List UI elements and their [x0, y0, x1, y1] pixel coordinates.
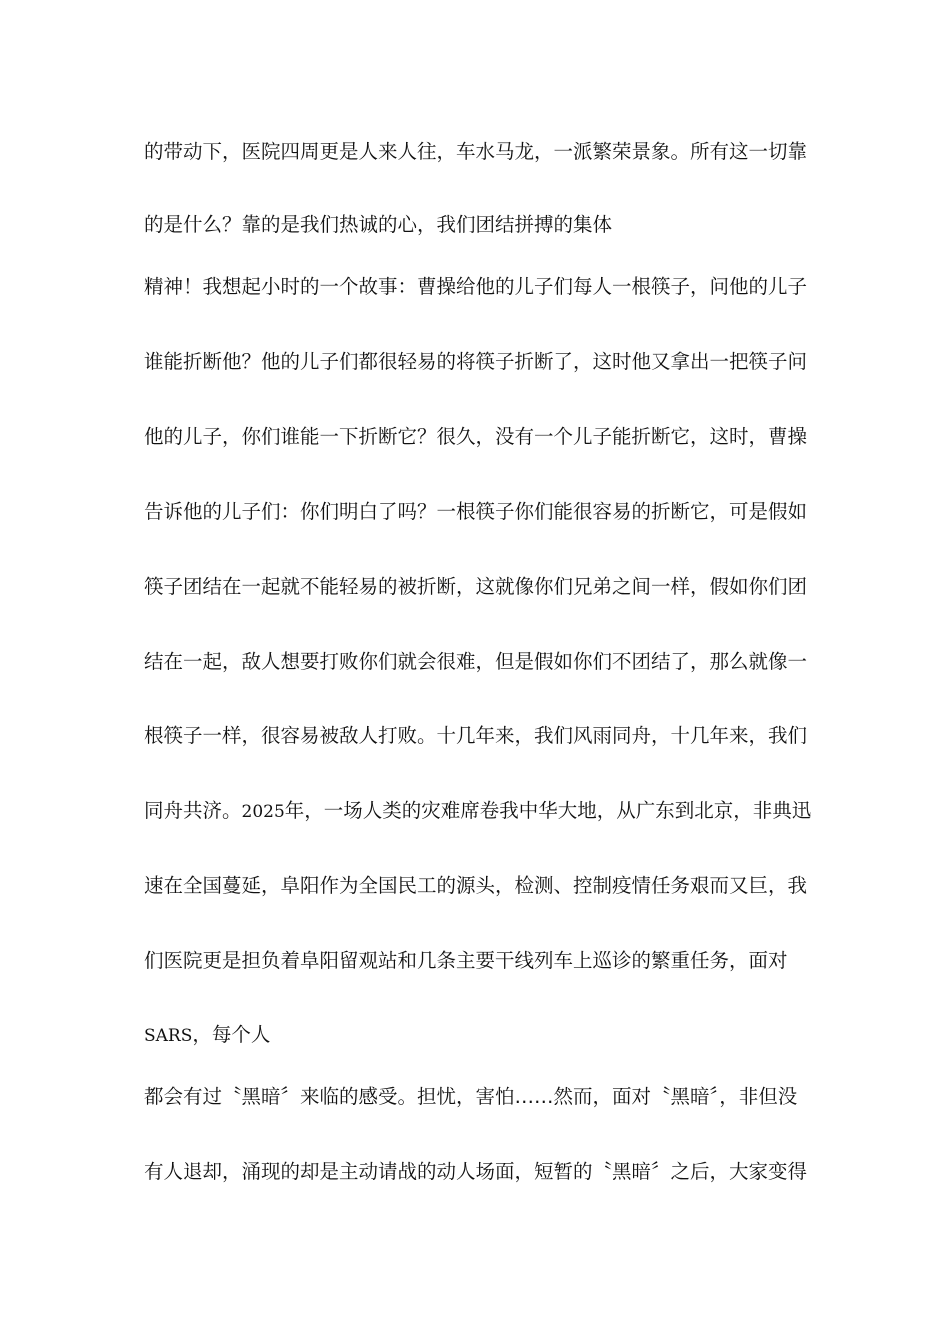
year-number: 2025 — [241, 802, 285, 822]
text-line-10 — [144, 799, 812, 824]
text-line-10-prefix: 同舟共济。 — [144, 799, 242, 822]
text-line-10-rest: 年，一场人类的灾难席卷我中华大地，从广东到北京，非典迅 — [284, 799, 812, 822]
text-line-13 — [144, 1023, 804, 1048]
text-line-9: 根筷子一样，很容易被敌人打败。十几年来，我们风雨同舟，十几年来，我们 — [144, 724, 808, 747]
text-line-2: 的是什么？靠的是我们热诚的心，我们团结拼搏的集体 — [144, 213, 613, 236]
text-line-6: 告诉他的儿子们：你们明白了吗？一根筷子你们能很容易的折断它，可是假如 — [144, 500, 808, 523]
text-line-14: 都会有过〝黑暗〞来临的感受。担忧，害怕……然而，面对〝黑暗〞，非但没 — [144, 1085, 798, 1108]
text-line-8: 结在一起，敌人想要打败你们就会很难，但是假如你们不团结了，那么就像一 — [144, 650, 808, 673]
text-line-1: 的带动下，医院四周更是人来人往，车水马龙，一派繁荣景象。所有这一切靠 — [144, 140, 808, 163]
text-line-11: 速在全国蔓延，阜阳作为全国民工的源头，检测、控制疫情任务艰而又巨，我 — [144, 874, 808, 897]
text-line-7: 筷子团结在一起就不能轻易的被折断，这就像你们兄弟之间一样，假如你们团 — [144, 575, 808, 598]
text-line-13-rest: ，每个人 — [192, 1023, 271, 1046]
text-line-4: 谁能折断他？他的儿子们都很轻易的将筷子折断了，这时他又拿出一把筷子问 — [144, 350, 808, 373]
text-line-15: 有人退却，涌现的却是主动请战的动人场面，短暂的〝黑暗〞之后，大家变得 — [144, 1160, 808, 1183]
text-line-12: 们医院更是担负着阜阳留观站和几条主要干线列车上巡诊的繁重任务，面对 — [144, 949, 788, 972]
text-line-3: 精神！我想起小时的一个故事：曹操给他的儿子们每人一根筷子，问他的儿子 — [144, 275, 808, 298]
sars-term: SARS — [144, 1026, 193, 1046]
text-line-5: 他的儿子，你们谁能一下折断它？很久，没有一个儿子能折断它，这时，曹操 — [144, 425, 808, 448]
